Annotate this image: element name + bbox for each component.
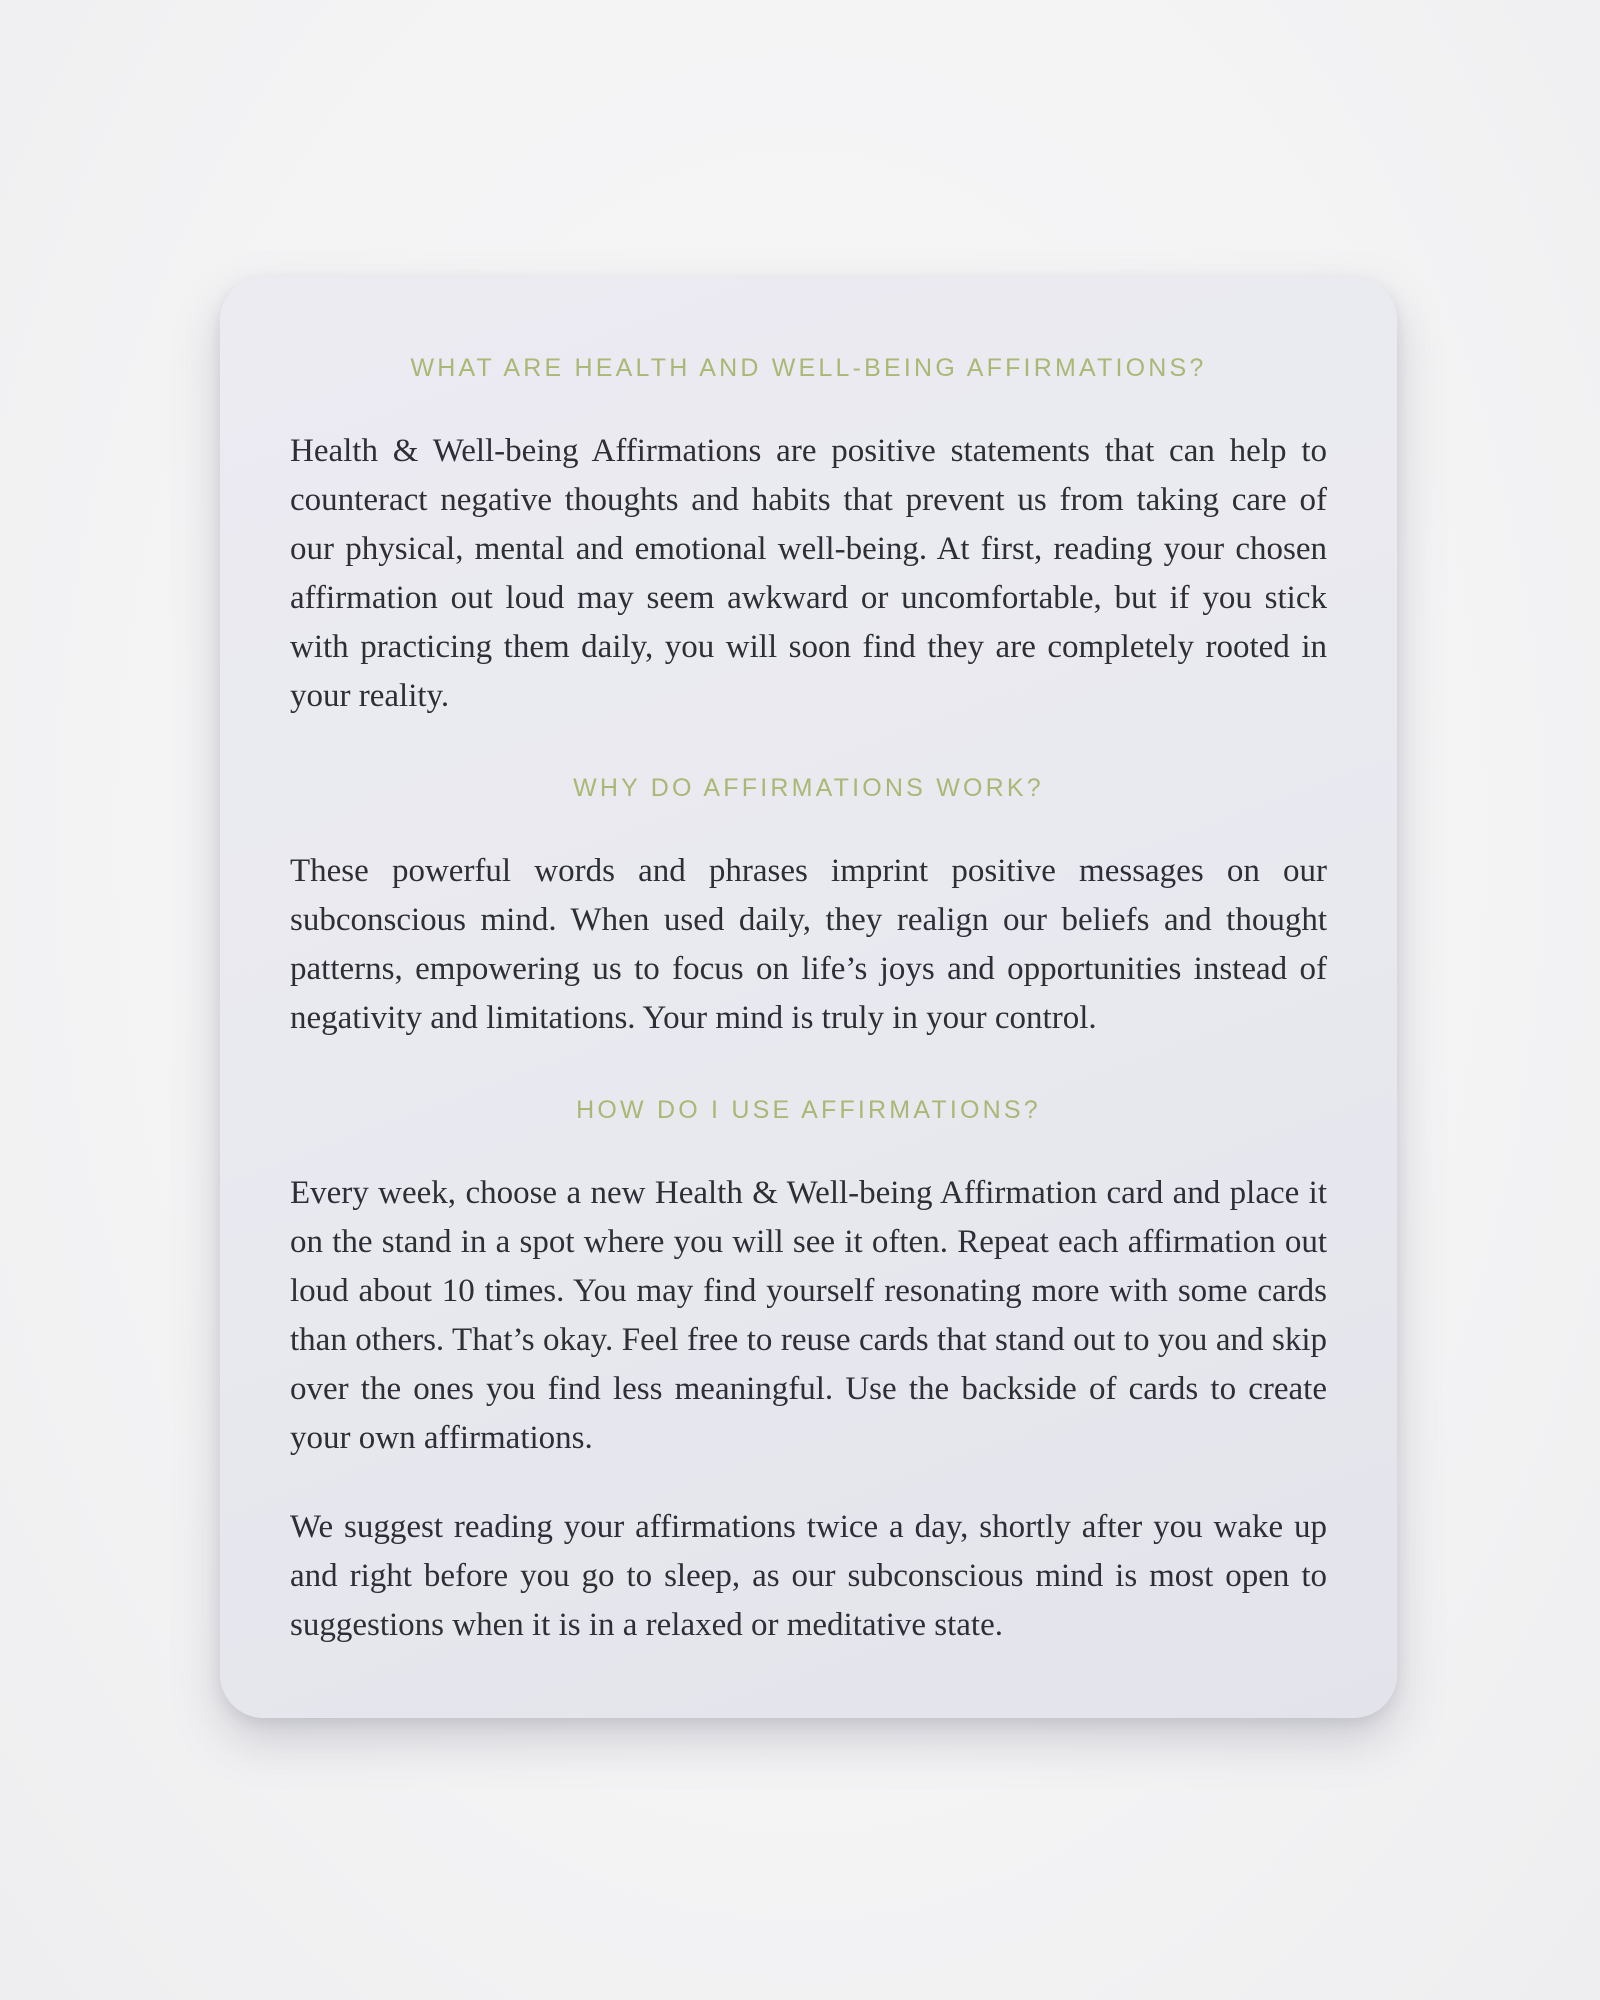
instruction-card [220,277,1397,1718]
body-paragraph: Every week, choose a new Health & Well-being Affirmation card and place it on the stand in a spot where you will see it often. Repeat each affirmation out loud about 10 times. You may find yourself resonating more with some cards than others. That’s okay. Feel free to reuse cards that stand out to you and skip over the ones you find less meaningful. Use the backside of cards to create your own affirmations. [290,1175,1327,1456]
body-paragraph: These powerful words and phrases imprint positive messages on our subconscious mind. When used daily, they realign our beliefs and thought patterns, empowering us to focus on life’s joys and opportunities instead of negativity and limitations. Your mind is truly in your control. [290,853,1327,1036]
section-how-to-use-affirmations [290,1095,1327,1650]
section-heading: WHAT ARE HEALTH AND WELL-BEING AFFIRMATIONS? [410,354,1207,382]
body-paragraph: We suggest reading your affirmations twice a day, shortly after you wake up and right before you go to sleep, as our subconscious mind is most open to suggestions when it is in a relaxed or meditative state. [290,1509,1327,1643]
body-paragraph: Health & Well-being Affirmations are positive statements that can help to counteract negative thoughts and habits that prevent us from taking care of our physical, mental and emotional well-being. At first, reading your chosen affirmation out loud may seem awkward or uncomfortable, but if you stick with practicing them daily, you will soon find they are completely rooted in your reality. [290,433,1327,714]
section-why-affirmations-work [290,773,1327,1043]
section-what-are-affirmations [290,353,1327,721]
section-heading: WHY DO AFFIRMATIONS WORK? [573,774,1044,802]
section-heading: HOW DO I USE AFFIRMATIONS? [576,1096,1041,1124]
